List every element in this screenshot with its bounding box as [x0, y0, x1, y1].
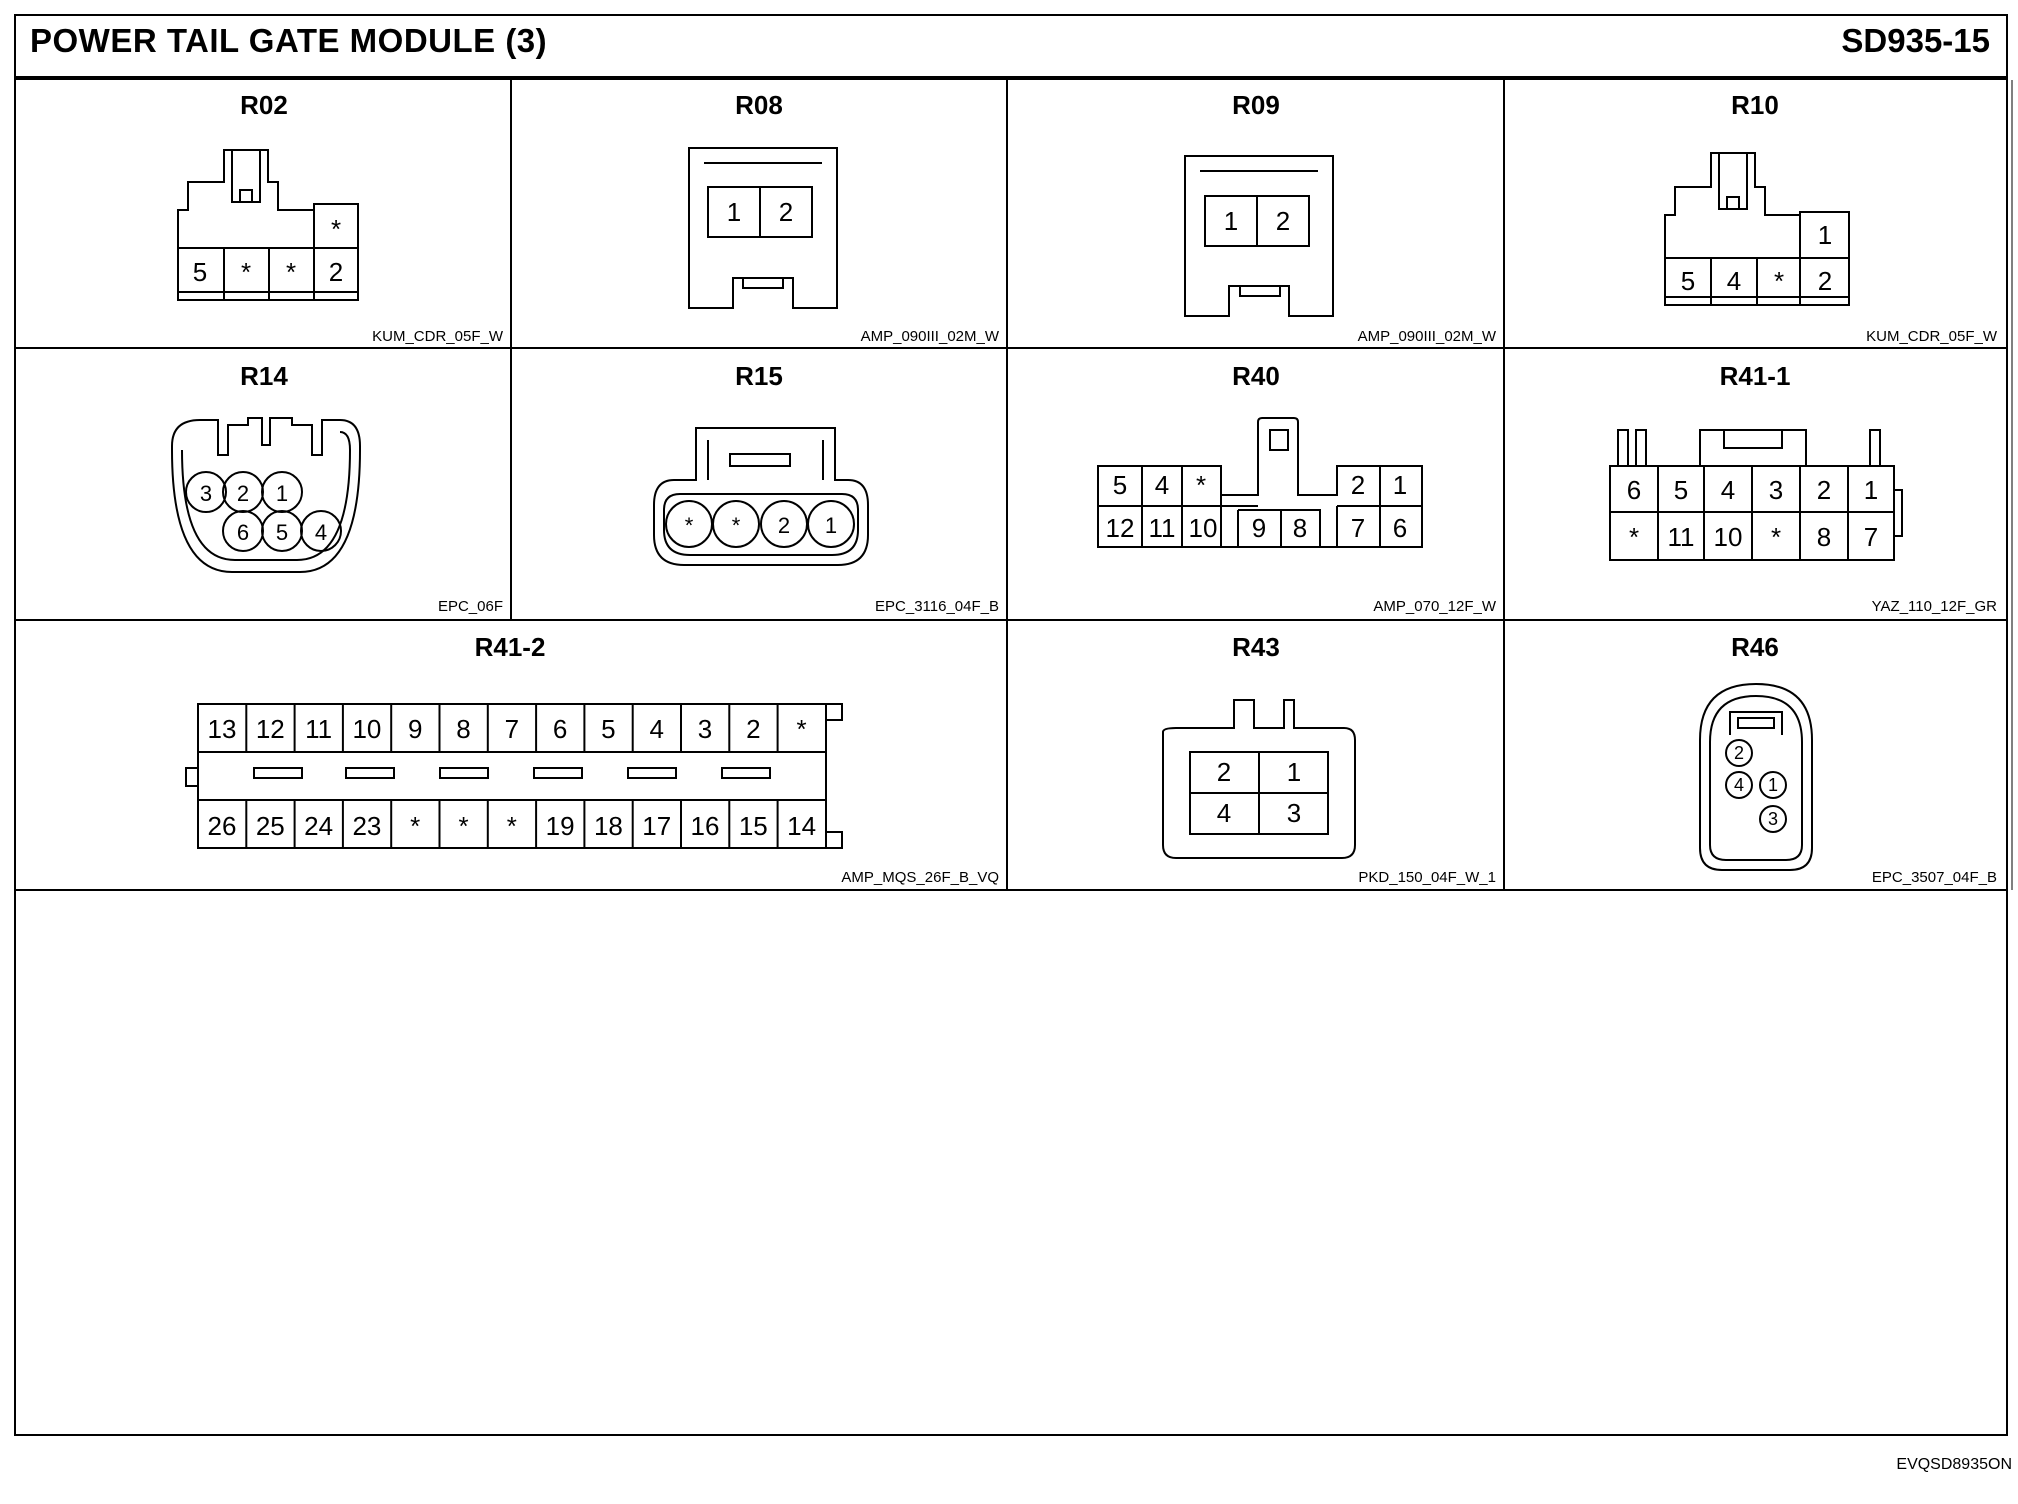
connector-r41-2-pin-label: 17: [642, 811, 672, 841]
connector-r14-code: EPC_06F: [437, 598, 503, 615]
connector-r41-1-pin-label: *: [1770, 522, 1782, 552]
connector-r09-pin-label: 2: [1275, 206, 1291, 236]
connector-r08-drawing: [689, 148, 837, 308]
connector-r41-1-pin-label: 3: [1768, 475, 1784, 505]
connector-r41-2-pin-label: 26: [207, 811, 237, 841]
connector-r41-1-code: YAZ_110_12F_GR: [1871, 598, 1997, 615]
connector-r41-1-pin-label: 10: [1713, 522, 1743, 552]
connector-r15-code: EPC_3116_04F_B: [875, 598, 999, 615]
connector-r40-name: R40: [1232, 361, 1280, 391]
connector-r41-2-pin-label: 9: [407, 714, 423, 744]
connector-r41-2-pin-label: 15: [738, 811, 768, 841]
connector-r15-drawing: [654, 428, 868, 565]
connector-r41-2-pin-label: 10: [352, 714, 382, 744]
connector-r46-pin-label: 2: [1733, 743, 1745, 763]
connector-r41-2-pin-label: 18: [593, 811, 623, 841]
connector-r40-pin-label: 12: [1105, 513, 1135, 543]
connector-r10-pin-label: *: [1773, 266, 1785, 296]
connector-r41-1-pin-label: 4: [1720, 475, 1736, 505]
connector-r41-1-pin-label: 6: [1626, 475, 1642, 505]
connector-r41-2-pin-label: 24: [304, 811, 334, 841]
connector-r02-pin-label: *: [330, 214, 342, 244]
connector-r41-2-pin-label: *: [458, 811, 469, 841]
connector-r40-pin-label: 8: [1292, 513, 1308, 543]
connector-r14-name: R14: [240, 361, 288, 391]
connector-r41-2-pin-label: *: [410, 811, 421, 841]
connector-r41-2-pin-label: *: [506, 811, 517, 841]
connector-r40-pin-label: 7: [1350, 513, 1366, 543]
connector-r10-name: R10: [1731, 90, 1779, 120]
connector-r15-pin-label: *: [684, 513, 694, 538]
connector-r41-2-pin-label: 14: [787, 811, 817, 841]
connector-r41-2-pin-label: 13: [207, 714, 237, 744]
sheet-code: SD935-15: [1841, 22, 1990, 59]
connector-r10-pin-label: 5: [1680, 266, 1696, 296]
connector-r41-2-pin-label: 4: [649, 714, 664, 744]
connector-r41-2-pin-label: 5: [601, 714, 616, 744]
connector-r43-pin-label: 1: [1286, 757, 1302, 787]
connector-r40-pin-label: 4: [1154, 470, 1170, 500]
connector-r41-2-pin-label: 11: [305, 714, 333, 744]
connector-r41-1-pin-label: 2: [1816, 475, 1832, 505]
connector-r10-code: KUM_CDR_05F_W: [1866, 328, 1997, 345]
connector-r46-drawing: [1700, 684, 1812, 870]
connector-r40-pin-label: 10: [1188, 513, 1218, 543]
connector-r43-pin-label: 2: [1216, 757, 1232, 787]
connector-r40-pin-label: 6: [1392, 513, 1408, 543]
connector-r08-code: AMP_090III_02M_W: [860, 328, 999, 345]
connector-r41-2-pin-label: 6: [552, 714, 568, 744]
connector-r41-1-pin-label: 11: [1667, 522, 1695, 552]
connector-r09-name: R09: [1232, 90, 1280, 120]
connector-r09-drawing: [1185, 156, 1333, 316]
connector-r09-code: AMP_090III_02M_W: [1357, 328, 1496, 345]
connector-r46-code: EPC_3507_04F_B: [1871, 869, 1997, 886]
connector-r14-pin-label: 4: [314, 520, 328, 545]
connector-r15-pin-label: 2: [777, 513, 791, 538]
connector-r43-pin-label: 4: [1216, 798, 1232, 828]
connector-r02-pin-label: 2: [328, 257, 344, 287]
page-title: POWER TAIL GATE MODULE (3): [30, 22, 548, 59]
connector-r46-name: R46: [1731, 632, 1779, 662]
connector-r41-2-pin-label: 2: [746, 714, 761, 744]
connector-r41-2-code: AMP_MQS_26F_B_VQ: [841, 869, 999, 886]
connector-r08-name: R08: [735, 90, 783, 120]
connector-r41-1-drawing: [1610, 430, 1902, 560]
connector-r08-pin-label: 2: [778, 197, 794, 227]
connector-r14-pin-label: 1: [275, 481, 289, 506]
connector-r43-code: PKD_150_04F_W_1: [1358, 869, 1496, 886]
connector-r46-pin-label: 4: [1733, 775, 1745, 795]
connector-r15-pin-label: 1: [824, 513, 838, 538]
connector-r40-pin-label: *: [1195, 470, 1207, 500]
connector-r10-pin-label: 2: [1817, 266, 1833, 296]
connector-r41-2-pin-label: *: [796, 714, 807, 744]
connector-r41-2-pin-label: 12: [255, 714, 285, 744]
connector-r41-2-pin-label: 7: [504, 714, 520, 744]
connector-r43-name: R43: [1232, 632, 1280, 662]
connector-r40-code: AMP_070_12F_W: [1373, 598, 1496, 615]
connector-r46-pin-label: 1: [1767, 775, 1779, 795]
connector-r40-pin-label: 11: [1148, 513, 1176, 543]
connector-r41-1-pin-label: 5: [1673, 475, 1689, 505]
connector-r43-pin-label: 3: [1286, 798, 1302, 828]
connector-r09-pin-label: 1: [1223, 206, 1239, 236]
connector-r43-drawing: [1163, 700, 1355, 858]
connector-r41-1-pin-label: 1: [1863, 475, 1879, 505]
connector-r02-name: R02: [240, 90, 288, 120]
connector-r14-pin-label: 5: [275, 520, 289, 545]
connector-r14-pin-label: 2: [236, 481, 250, 506]
connector-r15-name: R15: [735, 361, 783, 391]
connector-r41-2-pin-label: 16: [690, 811, 720, 841]
connector-r40-pin-label: 2: [1350, 470, 1366, 500]
connector-r14-pin-label: 6: [236, 520, 250, 545]
connector-r14-pin-label: 3: [199, 481, 213, 506]
connector-r41-1-name: R41-1: [1719, 361, 1791, 391]
connector-r15-pin-label: *: [731, 513, 741, 538]
connector-r41-2-pin-label: 8: [456, 714, 471, 744]
connector-r41-2-pin-label: 19: [545, 811, 575, 841]
connector-r41-2-pin-label: 23: [352, 811, 382, 841]
connector-r02-pin-label: 5: [192, 257, 208, 287]
connector-r41-2-name: R41-2: [474, 632, 546, 662]
connector-r10-pin-label: 1: [1817, 220, 1833, 250]
connector-r41-1-pin-label: 8: [1816, 522, 1832, 552]
connector-r41-2-pin-label: 3: [697, 714, 713, 744]
connector-r41-2-pin-label: 25: [255, 811, 285, 841]
connector-r41-1-pin-label: 7: [1863, 522, 1879, 552]
connector-r46-pin-label: 3: [1767, 809, 1779, 829]
connector-r41-1-pin-label: *: [1628, 522, 1640, 552]
connector-r02-pin-label: *: [240, 257, 252, 287]
connector-r40-pin-label: 5: [1112, 470, 1128, 500]
connector-r02-pin-label: *: [285, 257, 297, 287]
connector-r40-pin-label: 9: [1251, 513, 1267, 543]
connector-r40-pin-label: 1: [1392, 470, 1408, 500]
connector-r10-pin-label: 4: [1726, 266, 1742, 296]
connector-r02-code: KUM_CDR_05F_W: [372, 328, 503, 345]
document-id: EVQSD8935ON: [1896, 1456, 2012, 1473]
connector-r08-pin-label: 1: [726, 197, 742, 227]
